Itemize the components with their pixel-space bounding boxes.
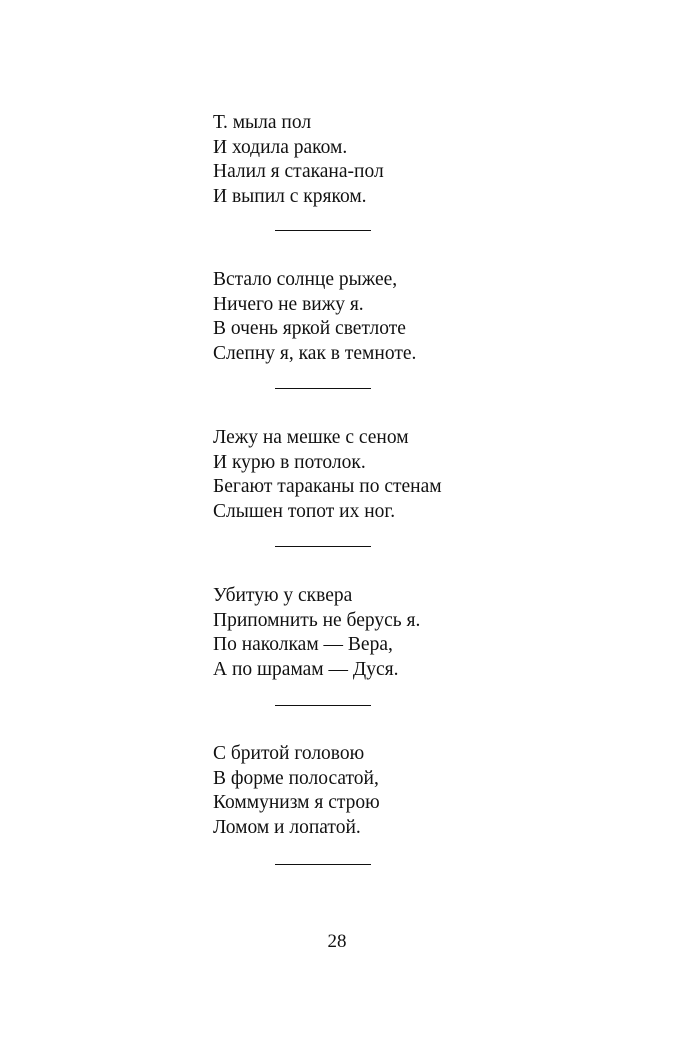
stanza-1 [213, 111, 513, 209]
stanza-line: В форме полосатой, [213, 767, 379, 789]
stanza-4 [213, 584, 513, 682]
stanza-line: Слепну я, как в темноте. [213, 342, 417, 364]
stanza-divider [275, 546, 371, 547]
stanza-line: И ходила раком. [213, 136, 348, 158]
stanza-divider [275, 864, 371, 865]
stanza-line: Припомнить не берусь я. [213, 609, 421, 631]
stanza-line: По наколкам — Вера, [213, 634, 393, 655]
stanza-line: Бегают тараканы по стенам [213, 476, 442, 497]
stanza-line: И выпил с кряком. [213, 185, 367, 207]
stanza-line: Коммунизм я строю [213, 792, 380, 813]
stanza-line: Ничего не вижу я. [213, 293, 364, 315]
stanza-line: А по шрамам — Дуся. [213, 658, 399, 680]
page-number: 28 [327, 931, 347, 952]
stanza-divider [275, 705, 371, 706]
stanza-line: Т. мыла пол [213, 112, 312, 133]
stanza-line: Ломом и лопатой. [213, 816, 361, 838]
stanza-5 [213, 742, 513, 840]
stanza-line: Налил я стакана-пол [213, 161, 384, 182]
stanza-2 [213, 268, 513, 366]
stanza-line: Убитую у сквера [213, 585, 353, 606]
stanza-line: Лежу на мешке с сеном [213, 427, 409, 448]
stanza-line: Слышен топот их ног. [213, 500, 396, 522]
stanza-line: С бритой головою [213, 743, 365, 764]
stanza-line: Встало солнце рыжее, [213, 269, 398, 290]
stanza-line: И курю в потолок. [213, 451, 366, 473]
stanza-divider [275, 388, 371, 389]
stanza-divider [275, 230, 371, 231]
stanza-line: В очень яркой светлоте [213, 318, 406, 339]
stanza-3 [213, 426, 513, 524]
